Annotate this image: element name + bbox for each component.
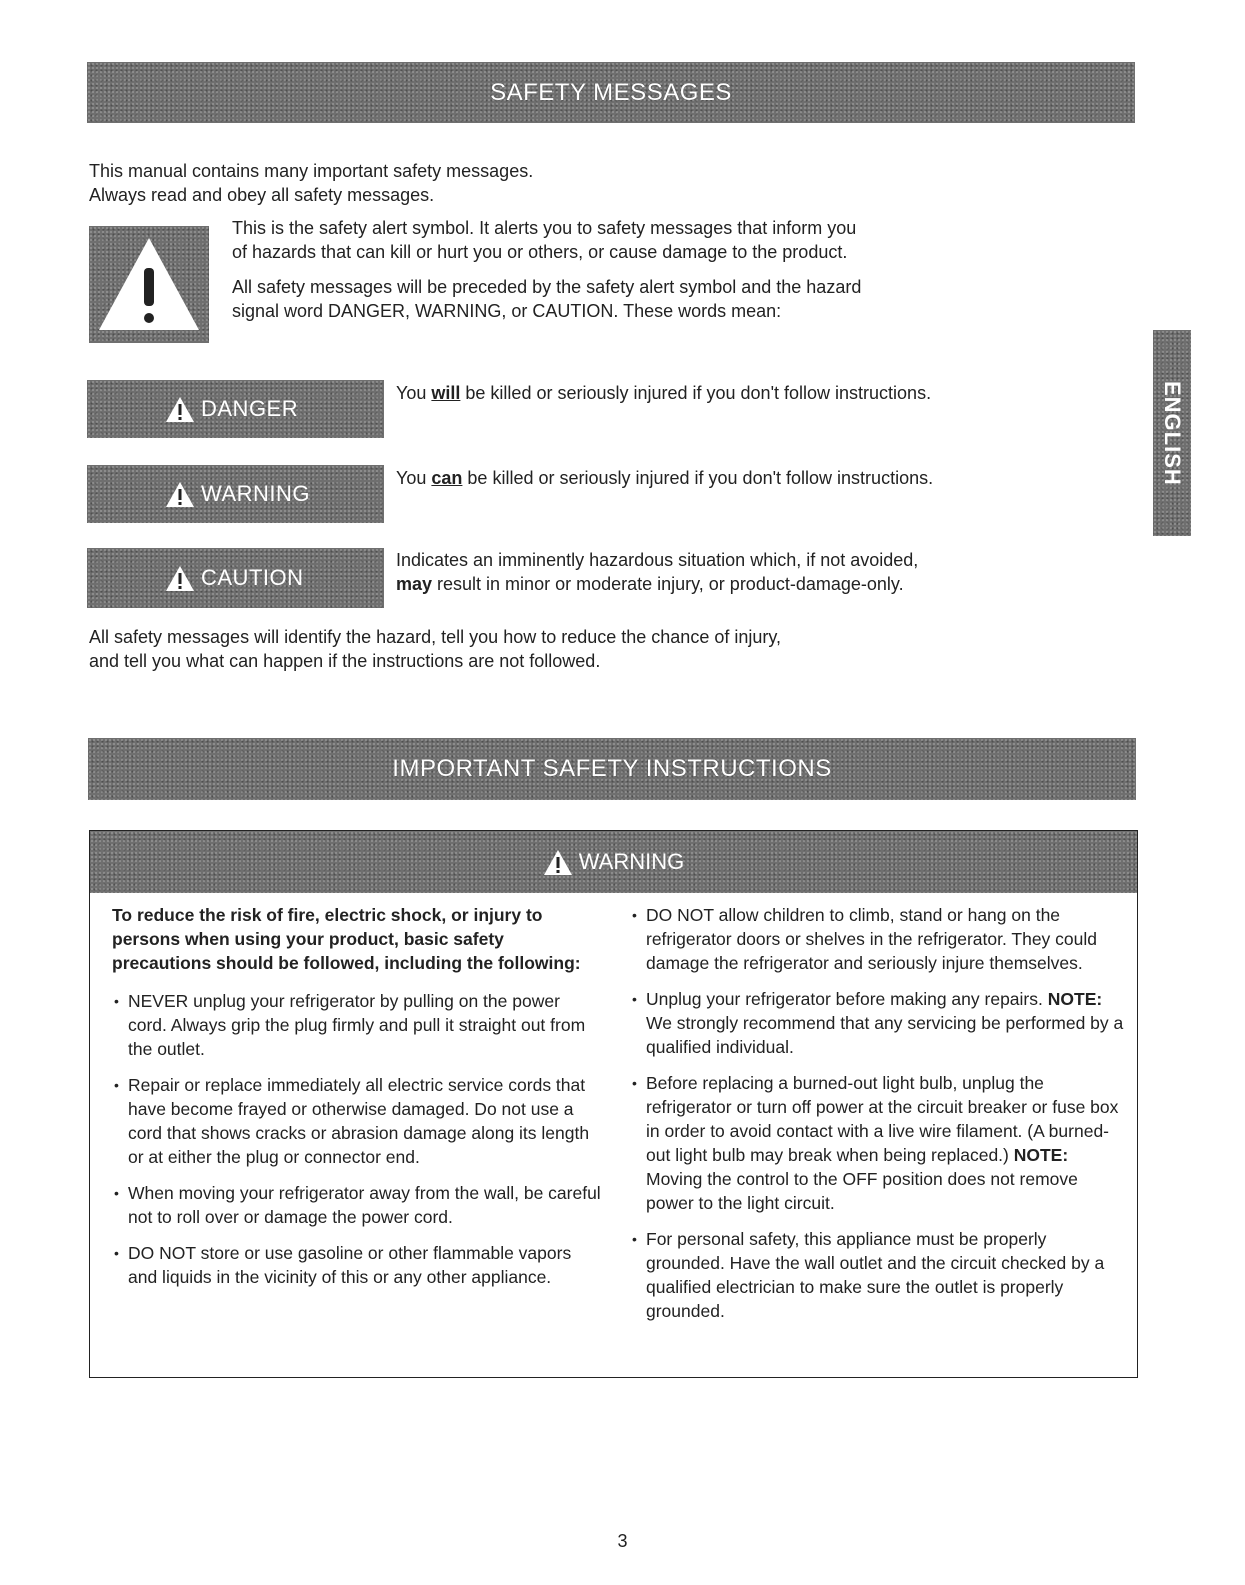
- instructions-lead: To reduce the risk of fire, electric shock, or injury to persons when using your product, basic safety precautions should be followed, including the following:: [112, 905, 581, 973]
- list-item: [630, 987, 1125, 1059]
- item2-note: We strongly recommend that any servicing be performed by a qualified individual.: [646, 1013, 1124, 1057]
- intro-text: [89, 159, 533, 207]
- instructions-left-list: [112, 989, 602, 1289]
- list-item: • Repair or replace immediately all electric service cords that have become frayed or otherwise damaged. Do not use a cord that shows cracks or abrasion damage along its length or at either the plug or connector end.: [112, 1073, 602, 1169]
- caution-word: CAUTION: [201, 565, 304, 590]
- alert-p2-line1: All safety messages will be preceded by the safety alert symbol and the hazard: [232, 277, 862, 297]
- list-item: • When moving your refrigerator away from the wall, be careful not to roll over or damage the power cord.: [112, 1181, 602, 1229]
- caution-description: [396, 548, 918, 596]
- alert-p1-line2: of hazards that can kill or hurt you or others, or cause damage to the product.: [232, 242, 848, 262]
- warning-description: [396, 466, 933, 490]
- item2-text: Unplug your refrigerator before making any repairs.: [646, 989, 1043, 1009]
- warning-box: [89, 830, 1138, 1378]
- intro-line-1: This manual contains many important safety messages.: [89, 161, 534, 181]
- danger-description: [396, 381, 931, 405]
- warning-desc-pre: You: [396, 468, 432, 488]
- note-label: NOTE:: [1047, 989, 1103, 1009]
- safety-alert-symbol: [89, 226, 209, 343]
- warning-desc-post: be killed or seriously injured if you don't follow instructions.: [462, 468, 934, 488]
- important-safety-instructions-banner: [88, 738, 1136, 800]
- instructions-right-list: [630, 903, 1125, 1323]
- alert-description: [232, 216, 992, 334]
- closing-line-1: All safety messages will identify the hazard, tell you how to reduce the chance of injury,: [89, 627, 782, 647]
- alert-paragraph-2: [232, 275, 992, 323]
- caution-desc-emph: may: [396, 574, 433, 594]
- item3-text: Before replacing a burned-out light bulb, unplug the refrigerator or turn off power at the circuit breaker or fuse box in order to avoid contact with a live wire filament. (A burned-out light bulb may break when being replaced.): [646, 1073, 1119, 1165]
- warning-word: WARNING: [201, 481, 311, 506]
- alert-triangle-icon: [165, 481, 195, 508]
- closing-text: [89, 625, 781, 673]
- safety-messages-banner: [87, 62, 1135, 123]
- language-tab: [1153, 330, 1191, 536]
- warning-desc-emph: can: [431, 468, 463, 488]
- alert-triangle-icon: [543, 849, 573, 876]
- warning-signal-label: [87, 465, 384, 523]
- page-number: 3: [617, 1531, 628, 1551]
- danger-word: DANGER: [201, 396, 299, 421]
- instructions-right-column: [630, 903, 1125, 1335]
- safety-messages-title: SAFETY MESSAGES: [490, 78, 732, 106]
- list-item: • DO NOT store or use gasoline or other flammable vapors and liquids in the vicinity of this or any other appliance.: [112, 1241, 602, 1289]
- caution-signal-label: [87, 548, 384, 608]
- caution-desc-line2: result in minor or moderate injury, or product-damage-only.: [432, 574, 904, 594]
- alert-p1-line1: This is the safety alert symbol. It alerts you to safety messages that inform you: [232, 218, 857, 238]
- alert-triangle-icon: [165, 565, 195, 592]
- danger-signal-label: [87, 380, 384, 438]
- alert-p2-line2: signal word DANGER, WARNING, or CAUTION. These words mean:: [232, 301, 782, 321]
- warning-box-word: WARNING: [578, 849, 685, 874]
- instructions-left-column: [112, 903, 602, 1301]
- list-item: • For personal safety, this appliance must be properly grounded. Have the wall outlet and the circuit checked by a qualified electrician to make sure the outlet is properly grounded.: [630, 1227, 1125, 1323]
- warning-box-header: [90, 831, 1137, 893]
- caution-desc-line1: Indicates an imminently hazardous situation which, if not avoided,: [396, 550, 919, 570]
- item3-note: Moving the control to the OFF position does not remove power to the light circuit.: [646, 1169, 1078, 1213]
- instructions-title: IMPORTANT SAFETY INSTRUCTIONS: [392, 755, 832, 782]
- danger-desc-post: be killed or seriously injured if you don't follow instructions.: [460, 383, 932, 403]
- danger-desc-pre: You: [396, 383, 432, 403]
- list-item: • DO NOT allow children to climb, stand or hang on the refrigerator doors or shelves in the refrigerator. They could damage the refrigerator and seriously injure themselves.: [630, 903, 1125, 975]
- note-label: NOTE:: [1013, 1145, 1069, 1165]
- closing-line-2: and tell you what can happen if the instructions are not followed.: [89, 651, 601, 671]
- list-item: [630, 1071, 1125, 1215]
- alert-triangle-icon: [165, 396, 195, 423]
- list-item: • NEVER unplug your refrigerator by pulling on the power cord. Always grip the plug firmly and pull it straight out from the outlet.: [112, 989, 602, 1061]
- danger-desc-emph: will: [431, 383, 461, 403]
- alert-paragraph-1: [232, 216, 992, 264]
- intro-line-2: Always read and obey all safety messages.: [89, 185, 435, 205]
- language-tab-label: ENGLISH: [1160, 380, 1185, 486]
- safety-alert-icon: [95, 234, 203, 334]
